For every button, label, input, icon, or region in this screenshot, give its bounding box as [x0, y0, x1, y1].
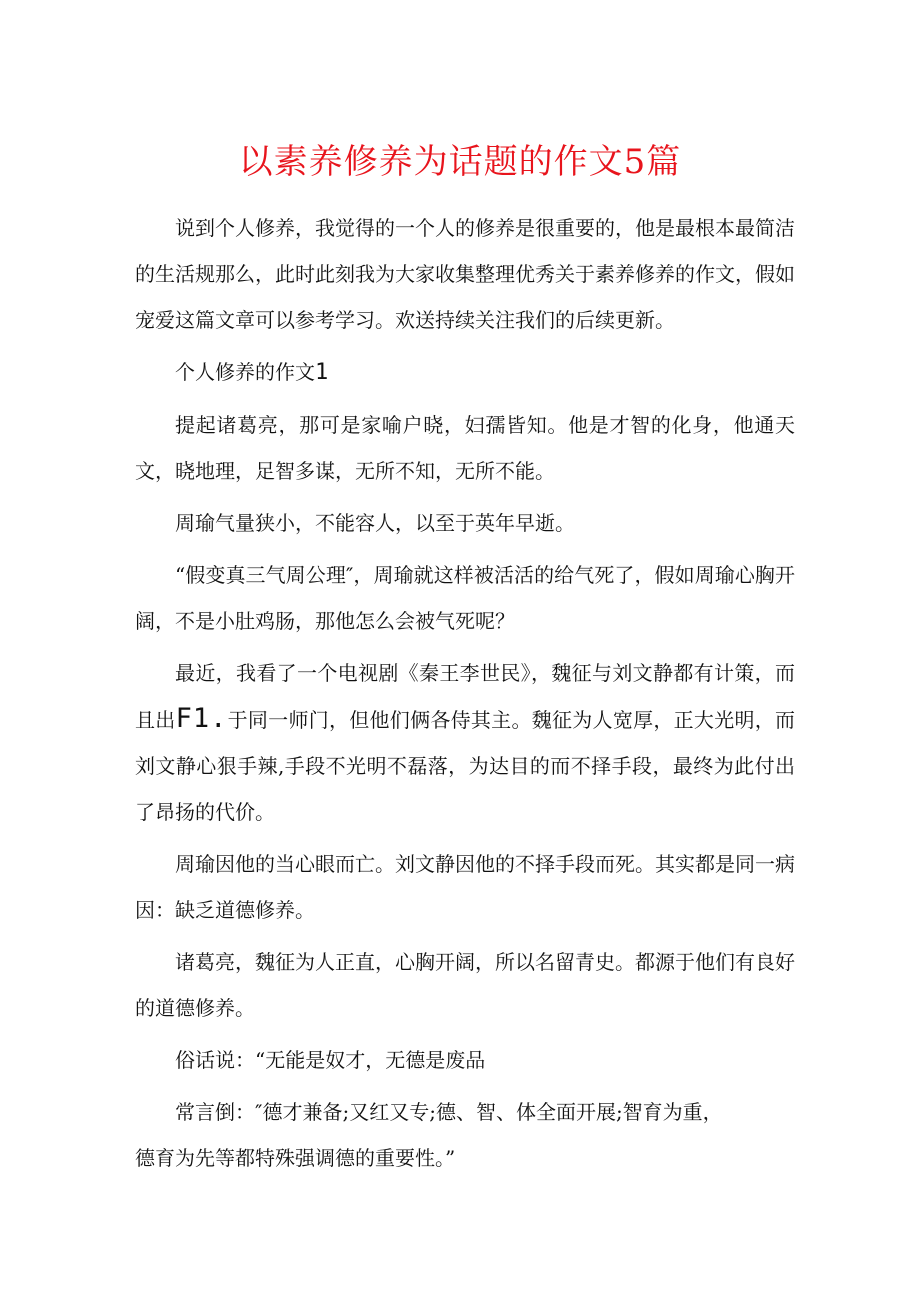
paragraph-saying: 常言倒：″德才兼备;又红又专;德、智、体全面开展;智育为重， — [175, 1100, 723, 1124]
paragraph-tv-drama — [135, 650, 795, 835]
section-heading — [135, 349, 795, 396]
paragraph-zhuge-liang: 提起诸葛亮，那可是家喻户晓，妇孺皆知。他是才智的化身，他通天文，晓地理，足智多谋，无所不知，无所不能。 — [135, 413, 795, 483]
document-title: 以素养修养为话题的作文5篇 — [238, 142, 682, 182]
paragraph-saying-continued: 德育为先等都特殊强调德的重要性。” — [135, 1146, 456, 1170]
intro-paragraph: 说到个人修养，我觉得的一个人的修养是很重要的，他是最根本最简洁的生活规那么，此时此刻我为大家收集整理优秀关于素养修养的作文，假如宠爱这篇文章可以参考学习。欢送持续关注我们的后续更新。 — [135, 216, 795, 332]
paragraph-proverb: 俗话说：“无能是奴才，无德是废品 — [175, 1048, 486, 1072]
document-body — [135, 205, 795, 1181]
section-heading-number: 1 — [315, 360, 329, 385]
paragraph-tv-drama-part1: 最近，我看了一个电视剧《秦王李世民》，魏征与刘文静都有计策，而且出 — [135, 661, 795, 732]
section-heading-text: 个人修养的作文 — [175, 360, 315, 384]
inline-token: F1. — [175, 703, 228, 734]
paragraph-zhou-yu: 周瑜气量狭小，不能容人，以至于英年早逝。 — [175, 511, 575, 535]
paragraph-virtue: 诸葛亮，魏征为人正直，心胸开阔，所以名留青史。都源于他们有良好的道德修养。 — [135, 950, 795, 1020]
paragraph-tv-drama-part2: 于同一师门，但他们俩各侍其主。魏征为人宽厚，正大光明，而刘文静心狠手辣,手段不光明不磊落，为达目的而不择手段，最终为此付出了昂扬的代价。 — [135, 708, 796, 824]
paragraph-cause: 周瑜因他的当心眼而亡。刘文静因他的不择手段而死。其实都是同一病因：缺乏道德修养。 — [135, 852, 795, 922]
paragraph-three-angers: “假变真三气周公理″，周瑜就这样被活活的给气死了，假如周瑜心胸开阔，不是小肚鸡肠，那他怎么会被气死呢？ — [135, 563, 795, 633]
